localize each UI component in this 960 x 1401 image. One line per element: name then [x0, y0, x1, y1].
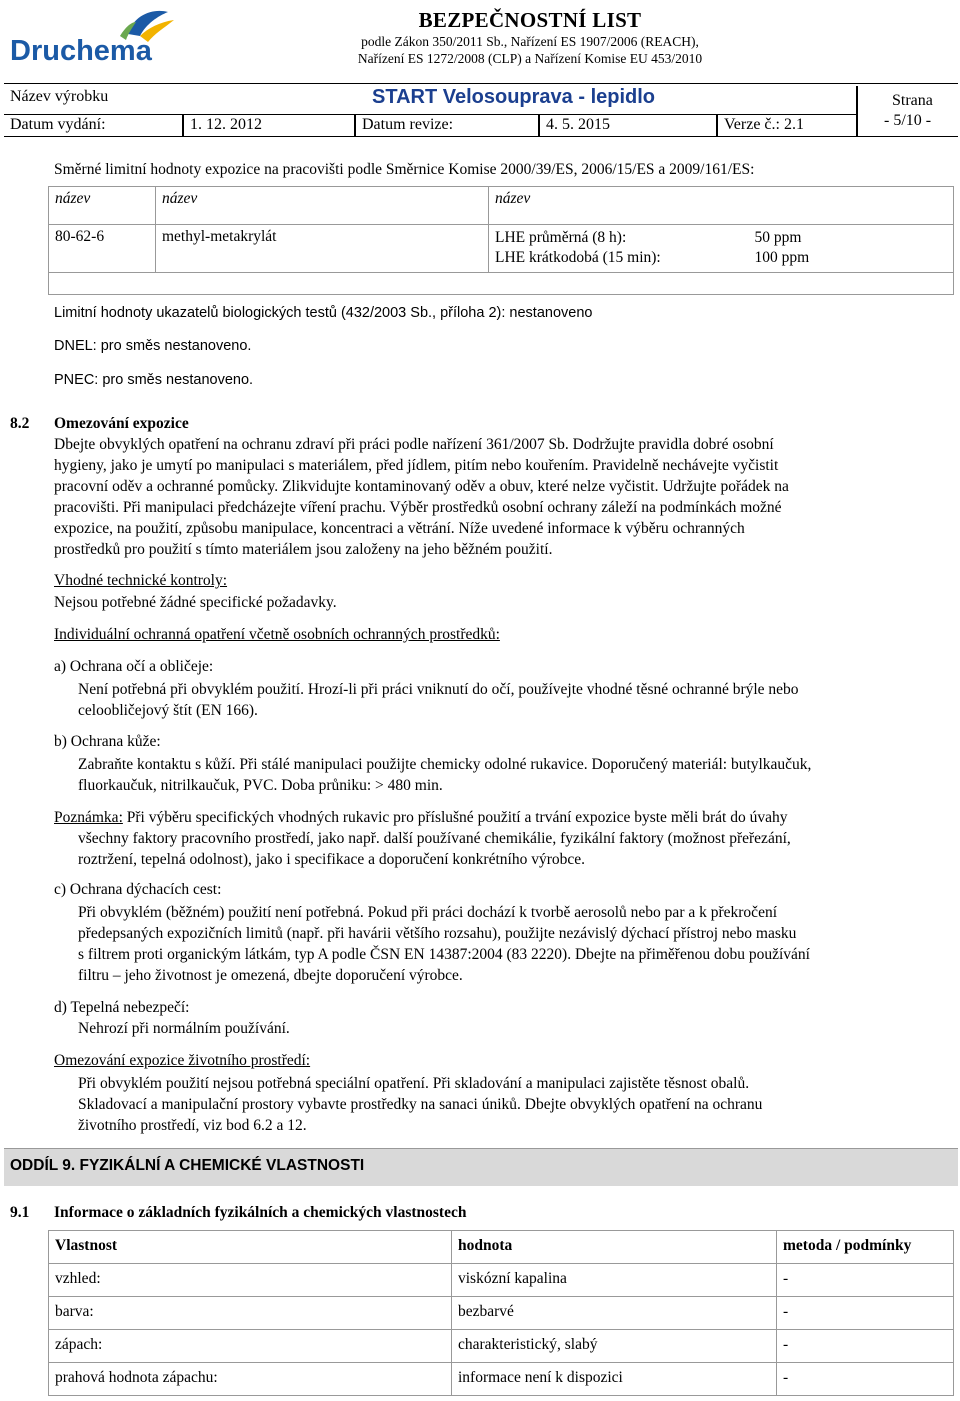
issue-date: 1. 12. 2012 — [190, 116, 262, 133]
header-cell: název — [489, 187, 954, 225]
skin-protection-heading: b) Ochrana kůže: — [54, 733, 161, 750]
note-paragraph: Poznámka: Při výběru specifických vhodných rukavic pro příslušné použití a trvání expozice byste měli brát do úvahy všechny faktory pracovního prostředí, jako např. další používané chemikálie, fyzikální faktory (možnost přeřezání, roztržení, tepelná odolnost), jako i specifikace a doporučení konkrétního výrobce. — [54, 809, 791, 868]
method-cell: - — [777, 1297, 954, 1330]
header-info-table — [4, 86, 958, 136]
eye-protection-text: Není potřebná při obvyklém použití. Hrozí-li při práci vniknutí do očí, používejte vhodné těsné ochranné brýle nebo celoobličejový štít (EN 166). — [78, 681, 799, 719]
value-cell: viskózní kapalina — [452, 1264, 777, 1297]
header-cell: hodnota — [452, 1231, 777, 1264]
company-logo — [8, 6, 208, 70]
header-bottom-rule — [4, 136, 958, 137]
page-number: - 5/10 - — [884, 112, 932, 129]
dnel: DNEL: pro směs nestanoveno. — [54, 338, 252, 354]
environment-heading: Omezování expozice životního prostředí: — [54, 1052, 311, 1069]
svg-text:Druchema: Druchema — [10, 35, 152, 67]
limits-table — [48, 186, 954, 295]
page-label: Strana — [892, 92, 933, 109]
skin-protection-text: Zabraňte kontaktu s kůží. Při stálé manipulaci použijte chemicky odolné rukavice. Doporučený materiál: butylkaučuk, fluorkaučuk, nitrilkaučuk, PVC. Doba průniku: > 480 min. — [78, 756, 812, 794]
method-cell: - — [777, 1363, 954, 1396]
table-row — [49, 1330, 954, 1363]
revision-date: 4. 5. 2015 — [546, 116, 610, 133]
tech-controls-heading: Vhodné technické kontroly: — [54, 572, 228, 589]
property-cell: vzhled: — [49, 1264, 452, 1297]
issue-label: Datum vydání: — [10, 116, 106, 133]
value-cell: bezbarvé — [452, 1297, 777, 1330]
method-cell: - — [777, 1264, 954, 1297]
limits-intro: Směrné limitní hodnoty expozice na pracovišti podle Směrnice Komise 2000/39/ES, 2006/15/ES a 2009/161/ES: — [54, 161, 755, 178]
properties-table — [48, 1230, 954, 1396]
property-cell: zápach: — [49, 1330, 452, 1363]
product-label: Název výrobku — [10, 88, 109, 105]
thermal-hazards-text: Nehrozí při normálním používání. — [78, 1020, 290, 1037]
respiratory-protection-text: Při obvyklém (běžném) použití není potřebná. Pokud při práci dochází k tvorbě aerosolů nebo par a k překročení předepsaných expozičních limitů (např. při havárii většího rozsahu), použijte nezávislý dýchací přístroj nebo masku s filtrem proti organickým látkám, typ A podle ČSN EN 14387:2004 (83 2220). Dbejte na přiměřenou dobu používání filtru – jeho životnost je omezená, dbejte doporučení výrobce. — [78, 904, 810, 984]
thermal-hazards-heading: d) Tepelná nebezpečí: — [54, 999, 190, 1016]
table-row — [49, 1264, 954, 1297]
document-title: BEZPEČNOSTNÍ LIST — [418, 8, 642, 32]
subsection-title: Informace o základních fyzikálních a chemických vlastnostech — [54, 1204, 467, 1221]
substance-cell: methyl-metakrylát — [156, 225, 489, 273]
table-row — [49, 1363, 954, 1396]
cas-cell: 80-62-6 — [49, 225, 156, 273]
value-cell: 50 ppm 100 ppm — [749, 225, 954, 273]
exposure-paragraph: Dbejte obvyklých opatření na ochranu zdraví při práci podle nařízení 361/2007 Sb. Dodržujte pravidla dobré osobní hygieny, jako je umytí po manipulaci s materiálem, před jídlem, pitím nebo kouřením. Pravidelně nechávejte vyčistit pracovní oděv a ochranné pomůcky. Zlikvidujte kontaminovaný oděv a obuv, které nelze vyčistit. Udržujte pořádek na pracovišti. Při manipulaci předcházejte víření prachu. Výběr prostředků osobní ochrany záleží na podmínkách možné expozice, na použití, způsobu manipulace, koncentraci a větrání. Níže uvedené informace k výběru ochranných prostředků pro použití s tímto materiálem jsou založeny na jeho běžném použití. — [54, 436, 789, 558]
pnec: PNEC: pro směs nestanoveno. — [54, 372, 254, 388]
property-cell: barva: — [49, 1297, 452, 1330]
bio-limits: Limitní hodnoty ukazatelů biologických testů (432/2003 Sb., příloha 2): nestanoveno — [54, 305, 593, 321]
section-title: Omezování expozice — [54, 415, 189, 432]
properties-header-row — [49, 1231, 954, 1264]
section-9-heading: ODDÍL 9. FYZIKÁLNÍ A CHEMICKÉ VLASTNOSTI — [4, 1148, 958, 1186]
subsection-number: 9.1 — [10, 1204, 30, 1221]
section-number: 8.2 — [10, 415, 30, 432]
respiratory-protection-heading: c) Ochrana dýchacích cest: — [54, 881, 222, 898]
table-row — [49, 1297, 954, 1330]
header-cell: metoda / podmínky — [777, 1231, 954, 1264]
document-title-block — [250, 8, 810, 67]
tech-controls-text: Nejsou potřebné žádné specifické požadavky. — [54, 594, 337, 611]
value-cell: charakteristický, slabý — [452, 1330, 777, 1363]
header-cell: název — [156, 187, 489, 225]
product-name: START Velosouprava - lepidlo — [372, 86, 656, 108]
document-subtitle-2: Nařízení ES 1272/2008 (CLP) a Nařízení Komise EU 453/2010 — [357, 51, 703, 66]
header-top-rule — [4, 83, 958, 84]
method-cell: - — [777, 1330, 954, 1363]
header-cell: Vlastnost — [49, 1231, 452, 1264]
property-cell: prahová hodnota zápachu: — [49, 1363, 452, 1396]
revision-label: Datum revize: — [362, 116, 454, 133]
limits-header-row — [49, 187, 954, 225]
header-cell: název — [49, 187, 156, 225]
eye-protection-heading: a) Ochrana očí a obličeje: — [54, 658, 214, 675]
version: Verze č.: 2.1 — [724, 116, 804, 133]
ppe-heading: Individuální ochranná opatření včetně osobních ochranných prostředků: — [54, 626, 500, 643]
environment-text: Při obvyklém použití nejsou potřebná speciální opatření. Při skladování a manipulaci zajistěte těsnost obalů. Skladovací a manipulační prostory vybavte prostředky na sanaci úniků. Dbejte obvyklých opatření na ochranu životního prostředí, viz bod 6.2 a 12. — [78, 1075, 763, 1134]
document-subtitle-1: podle Zákon 350/2011 Sb., Nařízení ES 1907/2006 (REACH), — [361, 34, 699, 49]
note-label: Poznámka: — [54, 809, 123, 826]
lhe-cell: LHE průměrná (8 h): LHE krátkodobá (15 min): — [489, 225, 749, 273]
value-cell: informace není k dispozici — [452, 1363, 777, 1396]
limits-row — [49, 225, 954, 273]
